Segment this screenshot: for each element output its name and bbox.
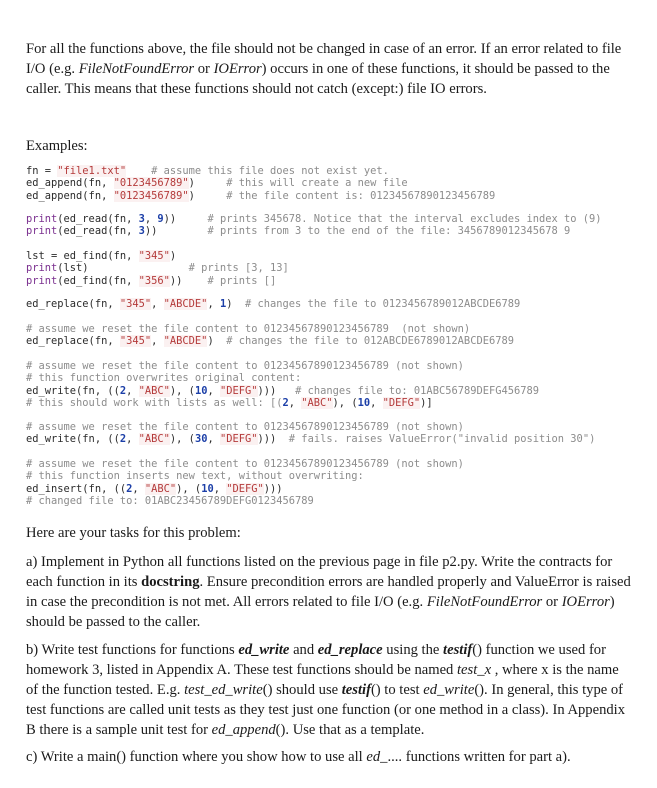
code-comment: # assume we reset the file content to 01234567890123456789 (not shown) — [26, 421, 464, 433]
code-number: 2 — [119, 384, 127, 397]
text: or — [542, 594, 562, 610]
code-text: ))) — [257, 433, 289, 446]
text: .... functions written for part a). — [387, 749, 571, 765]
text: c) Write a main() function where you show how to use all — [26, 749, 367, 765]
function-name: test_ed_write — [184, 682, 263, 698]
function-name: test_x — [457, 662, 492, 678]
exception-name: FileNotFoundError — [78, 61, 195, 77]
code-comment: # assume this file does not exist yet. — [151, 165, 389, 177]
task-a-line-3 — [26, 592, 636, 612]
code-text: ed_write(fn, (( — [26, 384, 120, 397]
code-text: , — [132, 482, 145, 495]
text: or — [194, 61, 214, 77]
code-block-5 — [26, 323, 514, 348]
code-text: , — [213, 482, 227, 495]
code-string: "DEFG" — [226, 482, 264, 495]
text: I/O (e.g. — [26, 61, 79, 77]
code-string: "356" — [138, 274, 170, 287]
code-text: fn = — [26, 165, 58, 177]
text: in case the precondition is not met. All errors related to file I/O (e.g. — [26, 594, 427, 610]
code-number: 10 — [357, 397, 371, 410]
code-line — [26, 397, 539, 409]
text: (). Use that as a template. — [275, 722, 425, 738]
code-number: 2 — [119, 433, 127, 446]
code-line — [26, 250, 289, 262]
task-b-line-5 — [26, 720, 636, 740]
code-line — [26, 335, 514, 347]
code-text: , — [207, 433, 220, 446]
task-b-line-4: test functions are called unit tests as they test just one function (or one method in a class). In Appendix — [26, 702, 626, 718]
code-text: , — [207, 384, 220, 397]
code-line — [26, 213, 602, 225]
code-comment: # this function inserts new text, without overwriting: — [26, 470, 364, 483]
code-block-6 — [26, 360, 539, 410]
text: homework 3, listed in Appendix A. These test functions should be named — [26, 662, 457, 678]
code-string: "345" — [119, 335, 152, 348]
code-text — [126, 165, 151, 177]
code-text: , — [151, 298, 164, 310]
text: B there is a sample unit test for — [26, 722, 212, 738]
text: ) — [609, 594, 615, 610]
code-text: )) — [169, 274, 208, 287]
code-text: ))) — [257, 384, 296, 397]
text: (). In general, this type of — [474, 682, 624, 698]
text: b) Write test functions for functions — [26, 642, 239, 658]
code-comment: # fails. raises ValueError("invalid position 30") — [288, 433, 596, 446]
function-name: testif — [341, 682, 371, 698]
code-text: ), ( — [169, 384, 195, 397]
task-a-line-1: a) Implement in Python all functions listed on the previous page in file p2.py. Write the contracts for — [26, 554, 613, 570]
code-number: 2 — [126, 482, 133, 495]
code-string: "ABC" — [144, 482, 177, 495]
code-comment: # changes the file to 012ABCDE6789012ABCDE6789 — [226, 335, 514, 348]
function-name: ed_append — [211, 722, 276, 738]
code-text: )] — [420, 397, 433, 410]
code-comment: # prints [] — [207, 274, 277, 287]
code-text: , — [288, 397, 302, 410]
function-name: testif — [443, 642, 473, 658]
code-text: ) — [188, 177, 227, 190]
task-b — [26, 640, 636, 740]
code-text: ed_write(fn, (( — [26, 433, 120, 446]
code-text: , — [126, 384, 139, 397]
code-line — [26, 262, 289, 274]
code-number: 9 — [157, 213, 164, 225]
code-string: "ABC" — [301, 397, 333, 410]
code-comment: # prints [3, 13] — [188, 262, 289, 275]
code-comment: # this will create a new file — [226, 177, 408, 190]
text: using the — [382, 642, 444, 658]
code-text: ed_append(fn, — [26, 177, 114, 190]
code-string: "0123456789" — [113, 189, 189, 202]
code-text: ) — [188, 189, 227, 202]
code-string: "DEFG" — [219, 433, 258, 446]
code-line — [26, 225, 602, 237]
code-text: (ed_read(fn, — [57, 225, 139, 238]
code-text: , — [144, 213, 158, 225]
code-comment: # the file content is: 01234567890123456789 — [226, 189, 496, 202]
code-string: "0123456789" — [113, 177, 189, 190]
code-line — [26, 385, 539, 397]
code-keyword: print — [26, 262, 58, 275]
intro-line-2 — [26, 59, 626, 79]
code-number: 3 — [138, 213, 145, 225]
code-comment: # this should work with lists as well: [( — [26, 397, 283, 410]
function-name: ed_ — [366, 749, 388, 765]
code-line — [26, 275, 289, 287]
code-block-7 — [26, 421, 595, 446]
code-comment: # assume we reset the file content to 01234567890123456789 (not shown) — [26, 323, 471, 335]
examples-heading: Examples: — [26, 138, 88, 154]
code-string: "file1.txt" — [57, 165, 127, 177]
function-name: ed_write — [238, 642, 290, 658]
code-block-8 — [26, 458, 464, 508]
code-block-3 — [26, 250, 289, 287]
code-text: (ed_find(fn, — [57, 274, 139, 287]
code-text: lst = ed_find(fn, — [26, 250, 139, 262]
code-line — [26, 165, 495, 177]
code-text: , — [207, 298, 220, 310]
code-number: 3 — [138, 225, 145, 238]
code-string: "DEFG" — [382, 397, 421, 410]
code-string: "ABC" — [138, 433, 170, 446]
code-text: , — [370, 397, 383, 410]
code-line — [26, 433, 595, 445]
task-a-line-2 — [26, 572, 636, 592]
task-b-line-1 — [26, 640, 636, 660]
task-a-line-4: should be passed to the caller. — [26, 614, 201, 630]
intro-line-1: For all the functions above, the file should not be changed in case of an error. If an error related to file — [26, 41, 622, 57]
code-text: ed_replace(fn, — [26, 298, 120, 310]
exception-name: IOError — [213, 61, 262, 77]
code-text: ) — [226, 298, 245, 310]
code-block-2 — [26, 213, 602, 238]
code-comment: # changes file to: 01ABC56789DEFG456789 — [295, 384, 540, 397]
text: each function in its — [26, 574, 142, 590]
code-text: (lst) — [57, 262, 189, 275]
code-string: "345" — [119, 298, 152, 310]
intro-paragraph — [26, 39, 626, 99]
code-text: , — [151, 335, 164, 348]
text: and — [289, 642, 318, 658]
code-comment: # assume we reset the file content to 01234567890123456789 (not shown) — [26, 360, 464, 372]
code-block-4 — [26, 298, 520, 310]
code-text: )) — [163, 213, 208, 225]
text: of the function tested. E.g. — [26, 682, 185, 698]
code-number: 10 — [194, 384, 208, 397]
code-text: (ed_read(fn, — [57, 213, 139, 225]
code-comment: # prints 345678. Notice that the interval excludes index to (9) — [207, 213, 602, 225]
text: , where x is the name — [491, 662, 619, 678]
code-string: "DEFG" — [219, 384, 258, 397]
code-string: "ABCDE" — [163, 298, 208, 310]
code-string: "ABC" — [138, 384, 170, 397]
code-text: ))) — [263, 482, 283, 495]
function-name: ed_replace — [317, 642, 383, 658]
code-number: 2 — [282, 397, 289, 410]
code-keyword: print — [26, 274, 58, 287]
code-text: ), ( — [332, 397, 358, 410]
code-line — [26, 177, 495, 189]
code-block-1 — [26, 165, 495, 202]
code-line — [26, 190, 495, 202]
code-number: 1 — [219, 298, 227, 310]
text: () function we used for — [472, 642, 606, 658]
code-text: ) — [207, 335, 227, 348]
code-keyword: print — [26, 213, 58, 225]
exception-name: IOError — [561, 594, 610, 610]
code-text: ) — [169, 250, 177, 262]
code-number: 10 — [201, 482, 214, 495]
emphasis: docstring — [141, 574, 200, 590]
intro-line-3: caller. This means that these functions should not catch (except:) file IO errors. — [26, 81, 487, 97]
task-b-line-3 — [26, 680, 636, 700]
code-number: 30 — [194, 433, 208, 446]
code-comment: # prints from 3 to the end of the file: 3456789012345678 9 — [207, 225, 571, 238]
task-c-line-1 — [26, 747, 636, 767]
code-line — [26, 298, 520, 310]
task-b-line-2 — [26, 660, 636, 680]
text: () should use — [262, 682, 342, 698]
code-comment: # this function overwrites original content: — [26, 372, 302, 385]
tasks-heading: Here are your tasks for this problem: — [26, 525, 241, 541]
code-string: "ABCDE" — [163, 335, 208, 348]
exception-name: FileNotFoundError — [426, 594, 543, 610]
text: ) occurs in one of these functions, it should be passed to the — [261, 61, 610, 77]
task-c — [26, 747, 636, 767]
code-comment: # assume we reset the file content to 01234567890123456789 (not shown) — [26, 458, 464, 470]
code-text: ed_append(fn, — [26, 189, 114, 202]
code-string: "345" — [138, 250, 170, 262]
code-text: ed_insert(fn, (( — [26, 482, 127, 495]
code-text: ed_replace(fn, — [26, 335, 120, 348]
text: . Ensure precondition errors are handled properly and ValueError is raised — [199, 574, 631, 590]
code-comment: # changes the file to 0123456789012ABCDE6789 — [245, 298, 521, 310]
code-text: , — [126, 433, 139, 446]
code-line — [26, 483, 464, 495]
code-text: ), ( — [169, 433, 195, 446]
function-name: ed_write — [423, 682, 475, 698]
code-keyword: print — [26, 225, 58, 238]
task-a — [26, 552, 636, 632]
code-comment: # changed file to: 01ABC23456789DEFG0123456789 — [26, 495, 314, 508]
code-text: ), ( — [176, 482, 202, 495]
code-text: )) — [144, 225, 208, 238]
text: () to test — [370, 682, 424, 698]
